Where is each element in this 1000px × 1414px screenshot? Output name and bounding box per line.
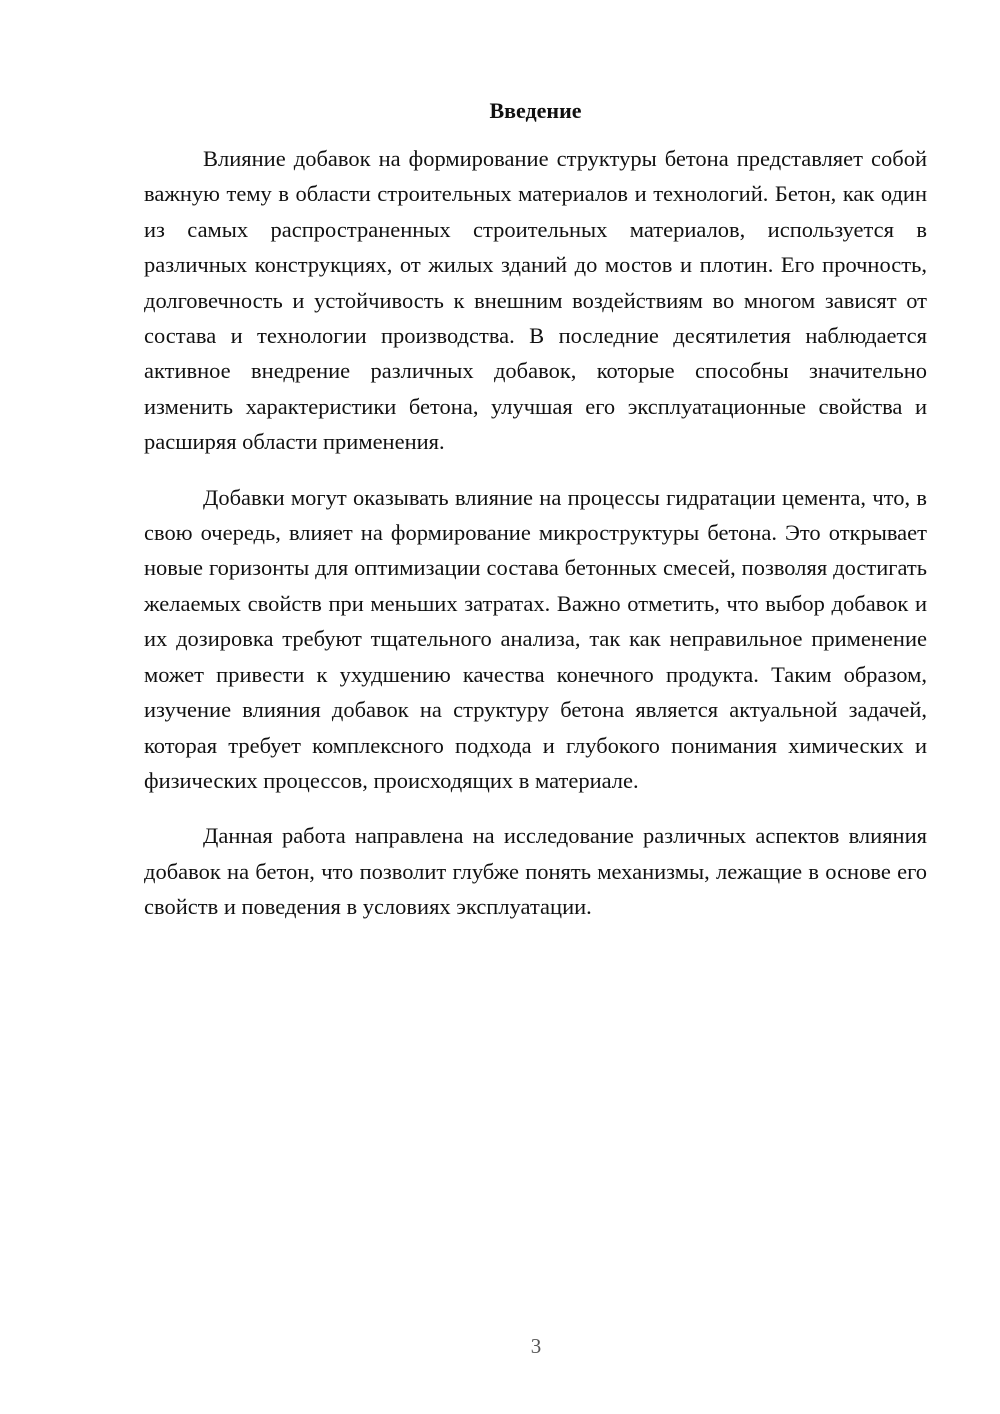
body-text: [144, 141, 927, 945]
page-title: Введение: [489, 98, 582, 123]
paragraph-3: Данная работа направлена на исследование различных аспектов влияния добавок на бетон, что позволит глубже понять механизмы, лежащие в основе его свойств и поведения в условиях эксплуатации.: [144, 823, 927, 920]
page-number: 3: [530, 1334, 542, 1358]
paragraph-1: Влияние добавок на формирование структуры бетона представляет собой важную тему в области строительных материалов и технологий. Бетон, как один из самых распространенных строительных материалов, используется в различных конструкциях, от жилых зданий до мостов и плотин. Его прочность, долговечность и устойчивость к внешним воздействиям во многом зависят от состава и технологии производства. В последние десятилетия наблюдается активное внедрение различных добавок, которые способны значительно изменить характеристики бетона, улучшая его эксплуатационные свойства и расширяя области применения.: [144, 146, 927, 455]
paragraph-2: Добавки могут оказывать влияние на процессы гидратации цемента, что, в свою очередь, влияет на формирование микроструктуры бетона. Это открывает новые горизонты для оптимизации состава бетонных смесей, позволяя достигать желаемых свойств при меньших затратах. Важно отметить, что выбор добавок и их дозировка требуют тщательного анализа, так как неправильное применение может привести к ухудшению качества конечного продукта. Таким образом, изучение влияния добавок на структуру бетона является актуальной задачей, которая требует комплексного подхода и глубокого понимания химических и физических процессов, происходящих в материале.: [144, 484, 927, 793]
